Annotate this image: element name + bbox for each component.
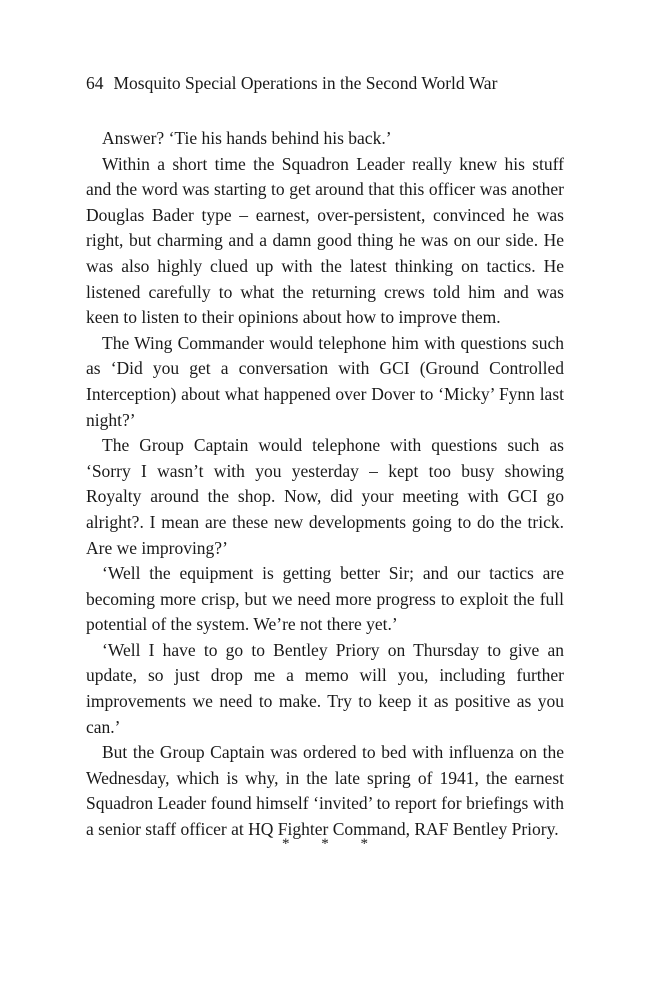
- paragraph: ‘Well I have to go to Bentley Priory on Thursday to give an update, so just drop me a memo will you, including further improvements we need to make. Try to keep it as positive as you can.’: [86, 639, 564, 737]
- paragraph: The Wing Commander would telephone him with questions such as ‘Did you get a conversation with GCI (Ground Controlled Interception) about what happened over Dover to ‘Micky’ Fynn last night?’: [86, 332, 564, 430]
- page-number: 64: [86, 73, 104, 93]
- body-text: [86, 126, 564, 843]
- paragraph: The Group Captain would telephone with questions such as ‘Sorry I wasn’t with you yesterday – kept too busy showing Royalty around the shop. Now, did your meeting with GCI go alright?. I mean are these new developments going to do the trick. Are we improving?’: [86, 435, 564, 558]
- section-break-ornament: * * *: [282, 836, 382, 852]
- paragraph: Answer? ‘Tie his hands behind his back.’: [102, 128, 392, 148]
- paragraph: Within a short time the Squadron Leader really knew his stuff and the word was starting to get around that this officer was another Douglas Bader type – earnest, over-persistent, convinced he was right, but charming and a damn good thing he was on our side. He was also highly clued up with the latest thinking on tactics. He listened carefully to what the returning crews told him and was keen to listen to their opinions about how to improve them.: [86, 153, 564, 328]
- paragraph: ‘Well the equipment is getting better Sir; and our tactics are becoming more crisp, but we need more progress to exploit the full potential of the system. We’re not there yet.’: [86, 563, 564, 635]
- running-title: Mosquito Special Operations in the Second World War: [113, 73, 498, 93]
- paragraph: But the Group Captain was ordered to bed with influenza on the Wednesday, which is why, in the late spring of 1941, the earnest Squadron Leader found himself ‘invited’ to report for briefings with a senior staff officer at HQ Fighter Command, RAF Bentley Priory.: [86, 742, 564, 840]
- running-head: [86, 72, 606, 94]
